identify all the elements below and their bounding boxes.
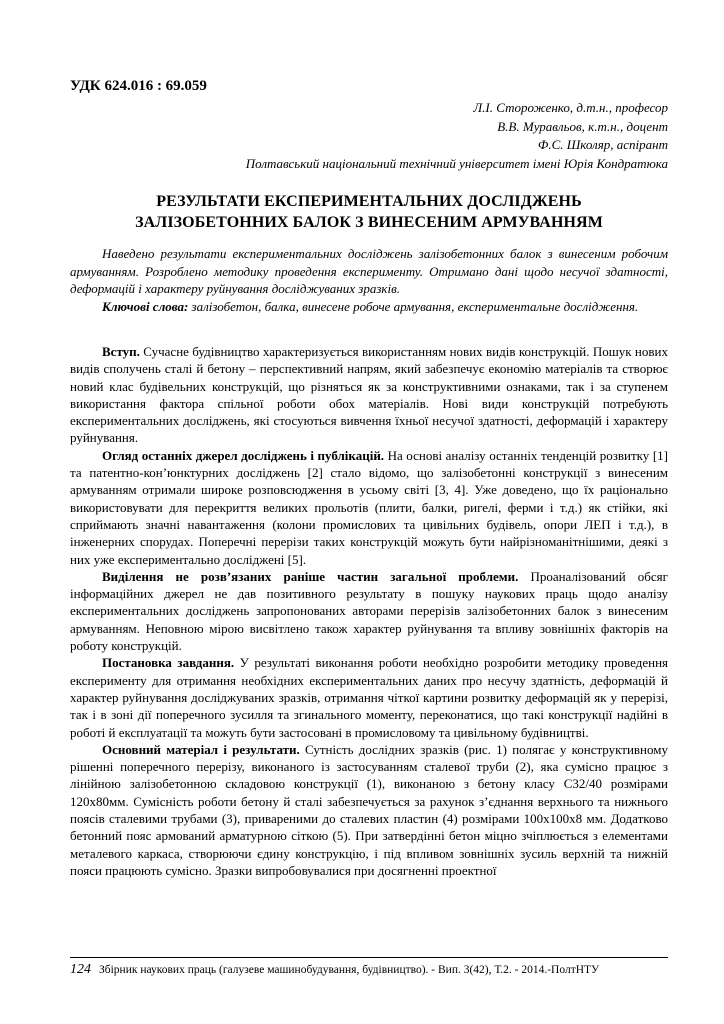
title-line-2: ЗАЛІЗОБЕТОННИХ БАЛОК З ВИНЕСЕНИМ АРМУВАННЯМ xyxy=(135,214,603,231)
section-heading: Огляд останніх джерел досліджень і публікацій. xyxy=(102,447,385,463)
keywords xyxy=(70,298,668,316)
keywords-text: залізобетон, балка, винесене робоче армування, експериментальне дослідження. xyxy=(188,298,639,314)
section-introduction xyxy=(70,343,668,447)
authors-block xyxy=(70,99,668,173)
author-3: Ф.С. Школяр, аспірант xyxy=(537,137,668,152)
page-footer xyxy=(70,957,668,978)
section-text: Сучасне будівництво характеризується використанням нових видів конструкцій. Пошук нових видів сполучень сталі й бетону – перспективний напрям, який забезпечує економію матеріалів та створює новий клас будівельних конструкцій, що різняться як за конструктивними ознаками, так і за ступенем використання фактора спільної роботи обох матеріалів. Нові види конструкцій потребують експериментальних досліджень, які стосуються вивчення їхньої несучої здатності, деформацій і характеру руйнування. xyxy=(70,344,668,446)
abstract xyxy=(70,245,668,315)
title-line-1: РЕЗУЛЬТАТИ ЕКСПЕРИМЕНТАЛЬНИХ ДОСЛІДЖЕНЬ xyxy=(156,193,582,210)
section-heading: Постановка завдання. xyxy=(102,655,235,671)
section-main-material xyxy=(70,741,668,879)
section-problem-statement xyxy=(70,654,668,740)
author-2: В.В. Муравльов, к.т.н., доцент xyxy=(497,118,668,134)
section-unsolved-problems xyxy=(70,568,668,654)
article-title xyxy=(70,191,668,233)
article-body xyxy=(70,343,668,879)
section-text: У результаті виконання роботи необхідно розробити методику проведення експерименту для отримання необхідних експериментальних даних про несучу здатність, деформацій й характер руйнування досліджуваних зразків, отримання чіткої картини розвитку деформацій як у перерізі, так і в зоні дії поперечного зусилля та згинального моменту, переконатися, що такі конструкції надійні в роботі й експлуатації та можуть бути застосовані в промисловому та цивільному будівництві. xyxy=(70,655,668,740)
section-heading: Основний матеріал і результати. xyxy=(102,741,300,757)
section-text: Сутність дослідних зразків (рис. 1) полягає у конструктивному рішенні поперечного перерізу, виконаного із застосуванням сталевої труби (2), яка сумісно працює з лінійною залізобетонною складовою конструкції (1), виконаною з бетону класу С32/40 розмірами 120х80мм. Сумісність роботи бетону й сталі забезпечується за рахунок з’єднання верхнього та нижнього поясів сталевими трубами (3), привареними до сталевих пластин (4) розмірами 100х100х8 мм. Додатково бетонний пояс армований арматурною сіткою (5). При затвердінні бетон міцно зчіплюється з елементами металевого каркаса, створюючи єдину конструкцію, і під впливом зовнішніх зусиль верхній та нижній пояси працюють сумісно. Зразки випробовувалися при досягненні проектної xyxy=(70,741,668,878)
author-1: Л.І. Стороженко, д.т.н., професор xyxy=(473,100,668,115)
section-heading: Вступ. xyxy=(102,344,140,359)
section-text: На основі аналізу останніх тенденцій розвитку [1] та патентно-кон’юнктурних досліджень [2] стало відомо, що залізобетонні конструкції з винесеним армуванням отримали широке розповсюдження в усьому світі [3, 4]. Уже доведено, що їх раціонально використовувати для перекриття великих прольотів (плити, балки, ригелі, ферми і т.д.) як стійки, які сприймають значні навантаження (колони промислових та цивільних будівель, опори ЛЕП і т.д.), в інженерних спорудах. Поперечні перерізи таких конструкцій можуть бути найрізноманітнішими, деякі з них уже експериментально досліджені [5]. xyxy=(70,447,668,567)
document-page xyxy=(70,78,668,879)
page-number: 124 xyxy=(70,962,91,977)
journal-citation: Збірник наукових праць (галузеве машинобудування, будівництво). - Вип. 3(42), Т.2. - 2014.-ПолтНТУ xyxy=(99,964,600,976)
section-heading: Виділення не розв’язаних раніше частин загальної проблеми. xyxy=(102,568,519,584)
udk-code: УДК 624.016 : 69.059 xyxy=(70,78,207,94)
abstract-text: Наведено результати експериментальних досліджень залізобетонних балок з винесеним робочим армуванням. Розроблено методику проведення експерименту. Отримано дані щодо несучої здатності, деформацій і характеру руйнування досліджуваних зразків. xyxy=(70,246,668,296)
section-literature-review xyxy=(70,447,668,568)
section-text: Проаналізований обсяг інформаційних джерел не дав позитивного результату в пошуку наукових праць щодо аналізу експериментальних досліджень запропонованих авторами перерізів залізобетонних балок з винесеним армуванням. Неповною мірою висвітлено також характер руйнування та впливу зовнішніх факторів на роботу конструкцій. xyxy=(70,568,668,654)
keywords-label: Ключові слова: xyxy=(102,298,189,314)
affiliation: Полтавський національний технічний університет імені Юрія Кондратюка xyxy=(245,155,668,171)
